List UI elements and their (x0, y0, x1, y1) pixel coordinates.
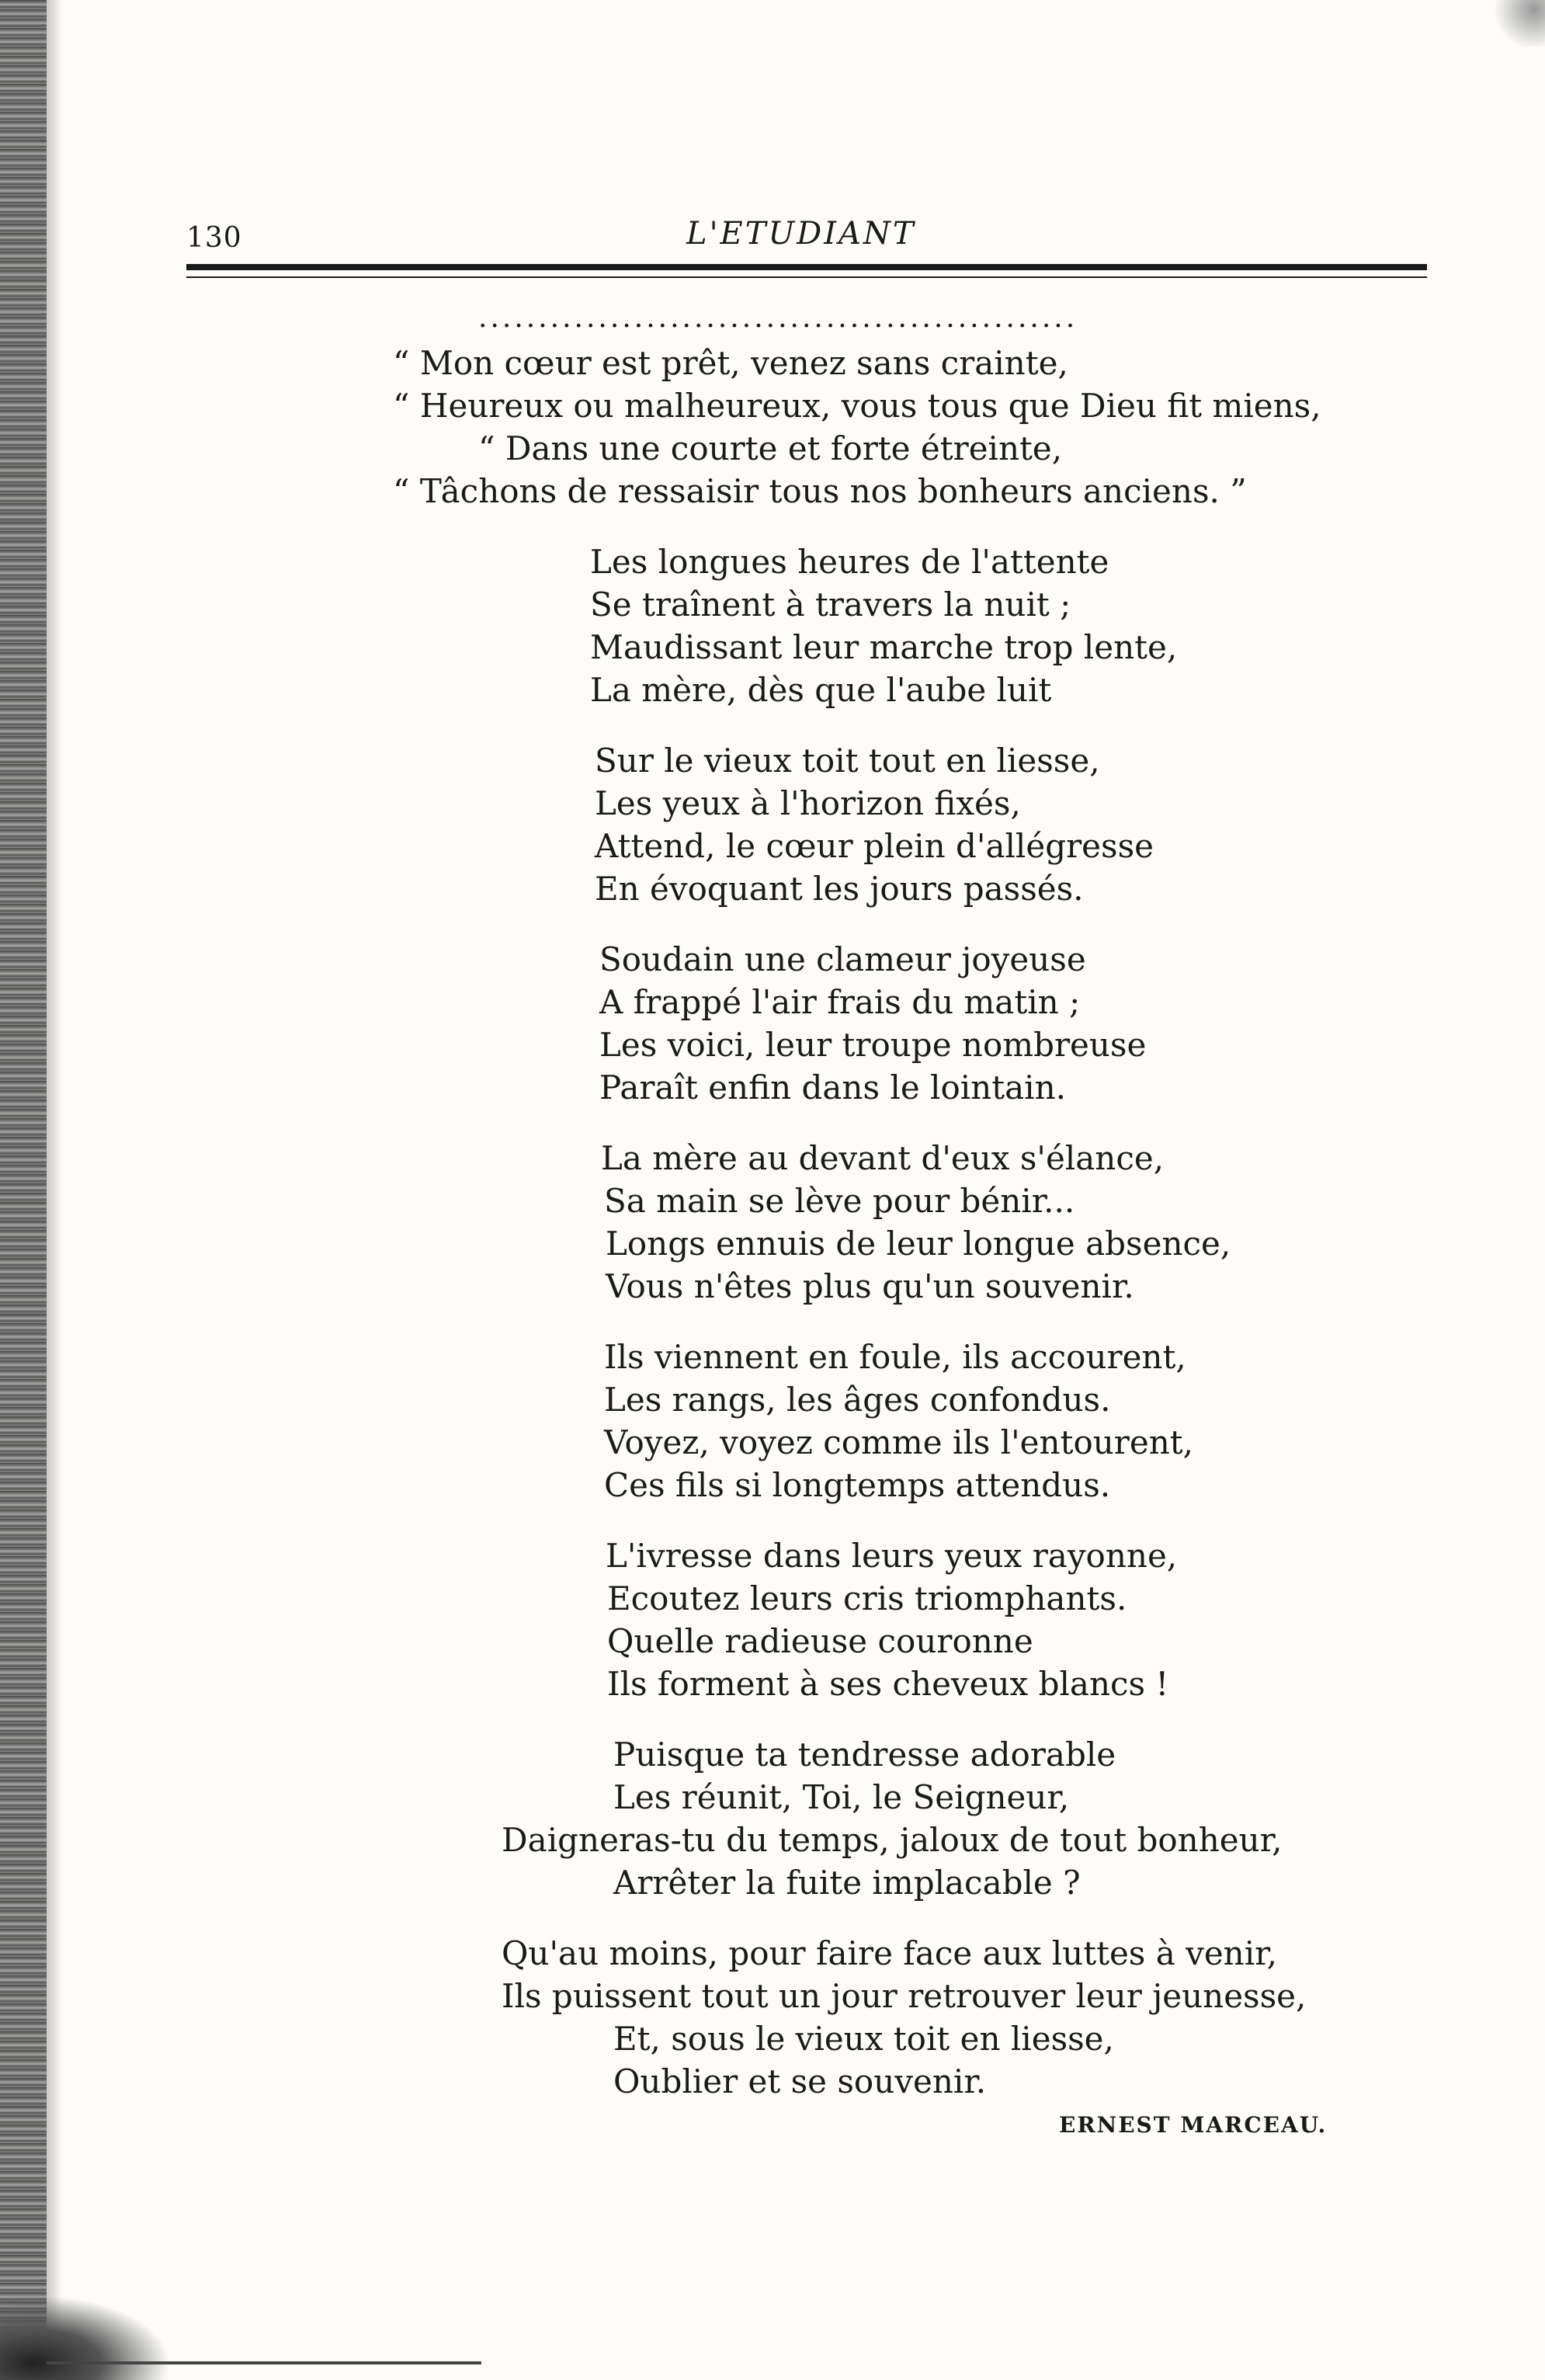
verse-line: Paraît enfin dans le lointain. (599, 1068, 1066, 1107)
scan-binding-edge (0, 0, 47, 2380)
page-number: 130 (186, 222, 242, 254)
verse-line: La mère au devant d'eux s'élance, (601, 1139, 1165, 1177)
scan-corner-smudge (0, 2295, 171, 2380)
verse-line: Les rangs, les âges confondus. (604, 1381, 1111, 1419)
header-rule-thin (186, 276, 1427, 278)
scan-bottom-edge (47, 2361, 481, 2364)
verse-line: Arrêter la fuite implacable ? (613, 1864, 1081, 1902)
verse-line: Maudissant leur marche trop lente, (590, 628, 1178, 666)
author-signature: ERNEST MARCEAU. (1059, 2112, 1328, 2138)
verse-line: Les yeux à l'horizon fixés, (595, 784, 1021, 822)
ellipsis-leader: .................................................. (478, 302, 1078, 334)
verse-line: Ecoutez leurs cris triomphants. (607, 1579, 1127, 1617)
verse-line: Les voici, leur troupe nombreuse (599, 1026, 1147, 1064)
verse-line: En évoquant les jours passés. (595, 870, 1084, 908)
header-rule-thick (186, 264, 1427, 270)
verse-line: Sa main se lève pour bénir... (604, 1182, 1075, 1220)
verse-line: Soudain une clameur joyeuse (599, 940, 1086, 978)
verse-line: Sur le vieux toit tout en liesse, (595, 742, 1100, 780)
verse-line: Ils forment à ses cheveux blancs ! (607, 1665, 1169, 1703)
verse-line: A frappé l'air frais du matin ; (599, 983, 1081, 1021)
verse-line: Attend, le cœur plein d'allégresse (595, 827, 1154, 865)
verse-line: L'ivresse dans leurs yeux rayonne, (606, 1537, 1178, 1575)
verse-line: Qu'au moins, pour faire face aux luttes à venir, (502, 1934, 1277, 1972)
verse-line: La mère, dès que l'aube luit (590, 671, 1052, 709)
verse-line: Voyez, voyez comme ils l'entourent, (604, 1423, 1193, 1461)
verse-line: Ces fils si longtemps attendus. (604, 1466, 1111, 1504)
running-title: L'ETUDIANT (686, 216, 916, 252)
verse-line: Longs ennuis de leur longue absence, (606, 1225, 1231, 1263)
verse-line: Oublier et se souvenir. (613, 2062, 987, 2100)
opening-line: “ Dans une courte et forte étreinte, (478, 429, 1063, 467)
scan-speckle (1491, 0, 1545, 47)
verse-line: Ils puissent tout un jour retrouver leur jeunesse, (502, 1977, 1307, 2015)
opening-line: “ Mon cœur est prêt, venez sans crainte, (393, 344, 1068, 382)
verse-line: Les réunit, Toi, le Seigneur, (613, 1778, 1070, 1816)
verse-line: Vous n'êtes plus qu'un souvenir. (606, 1267, 1134, 1305)
verse-line: Les longues heures de l'attente (590, 543, 1109, 581)
opening-line: “ Heureux ou malheureux, vous tous que Dieu fit miens, (393, 387, 1321, 425)
verse-line: Quelle radieuse couronne (607, 1622, 1033, 1660)
verse-line: Daigneras-tu du temps, jaloux de tout bonheur, (502, 1821, 1283, 1859)
verse-line: Se traînent à travers la nuit ; (590, 585, 1071, 624)
verse-line: Puisque ta tendresse adorable (613, 1735, 1116, 1774)
verse-line: Et, sous le vieux toit en liesse, (613, 2020, 1114, 2058)
opening-line: “ Tâchons de ressaisir tous nos bonheurs anciens. ” (393, 472, 1247, 510)
verse-line: Ils viennent en foule, ils accourent, (604, 1338, 1186, 1376)
